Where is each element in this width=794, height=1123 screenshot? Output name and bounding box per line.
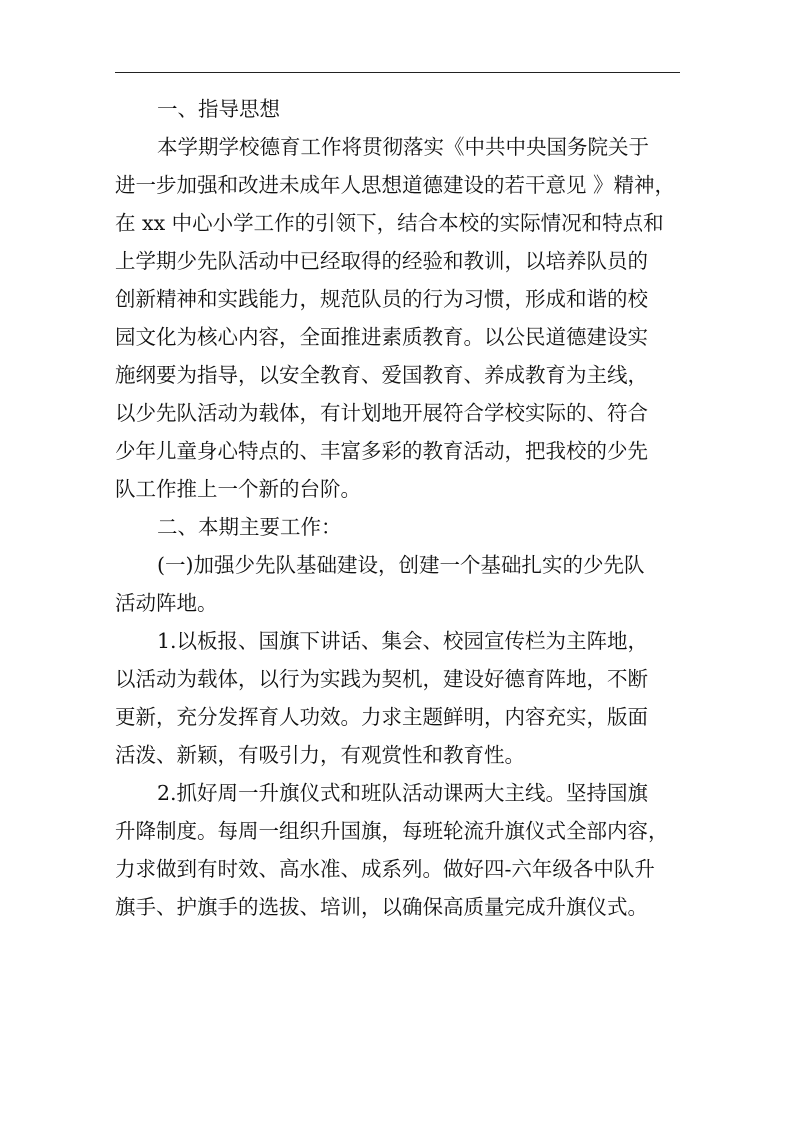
paragraph-line: 1.以板报、国旗下讲话、集会、校园宣传栏为主阵地， [157,629,649,653]
paragraph-line: 更新，充分发挥育人功效。力求主题鲜明，内容充实，版面 [115,705,648,729]
list-item-2 [115,774,680,926]
subsection-1 [115,546,680,622]
paragraph-line: 进一步加强和改进未成年人思想道德建设的若干意见 》精神， [115,173,676,197]
list-item-1 [115,622,680,774]
header-rule [115,72,680,73]
paragraph-line: 队工作推上一个新的台阶。 [115,477,361,501]
paragraph-line: 园文化为核心内容，全面推进素质教育。以公民道德建设实 [115,325,648,349]
paragraph-line: 力求做到有时效、高水准、成系列。做好四-六年级各中队升 [115,857,655,881]
paragraph-line: (一)加强少先队基础建设，创建一个基础扎实的少先队 [157,553,645,577]
paragraph-line: 2.抓好周一升旗仪式和班队活动课两大主线。坚持国旗 [157,781,649,805]
paragraph-line: 以少先队活动为载体，有计划地开展符合学校实际的、符合 [115,401,648,425]
paragraph-line: 创新精神和实践能力，规范队员的行为习惯，形成和谐的校 [115,287,648,311]
paragraph-line: 少年儿童身心特点的、丰富多彩的教育活动，把我校的少先 [115,439,648,463]
document-body [115,90,680,926]
paragraph-line: 以活动为载体，以行为实践为契机，建设好德育阵地，不断 [115,667,648,691]
paragraph-line: 本学期学校德育工作将贯彻落实《中共中央国务院关于 [157,135,649,159]
paragraph-line: 活泼、新颖，有吸引力，有观赏性和教育性。 [115,743,525,767]
paragraph-line: 施纲要为指导，以安全教育、爱国教育、养成教育为主线， [115,363,648,387]
paragraph-line: 在 xx 中心小学工作的引领下，结合本校的实际情况和特点和 [115,211,664,235]
paragraph-line: 活动阵地。 [115,591,218,615]
paragraph-guiding-ideology [115,128,680,508]
paragraph-line: 旗手、护旗手的选拔、培训，以确保高质量完成升旗仪式。 [115,895,648,919]
paragraph-line: 升降制度。每周一组织升国旗，每班轮流升旗仪式全部内容， [115,819,669,843]
paragraph-line: 上学期少先队活动中已经取得的经验和教训，以培养队员的 [115,249,648,273]
section-heading-main-work: 二、本期主要工作： [157,515,342,539]
section-heading-guiding-ideology: 一、指导思想 [157,97,280,121]
